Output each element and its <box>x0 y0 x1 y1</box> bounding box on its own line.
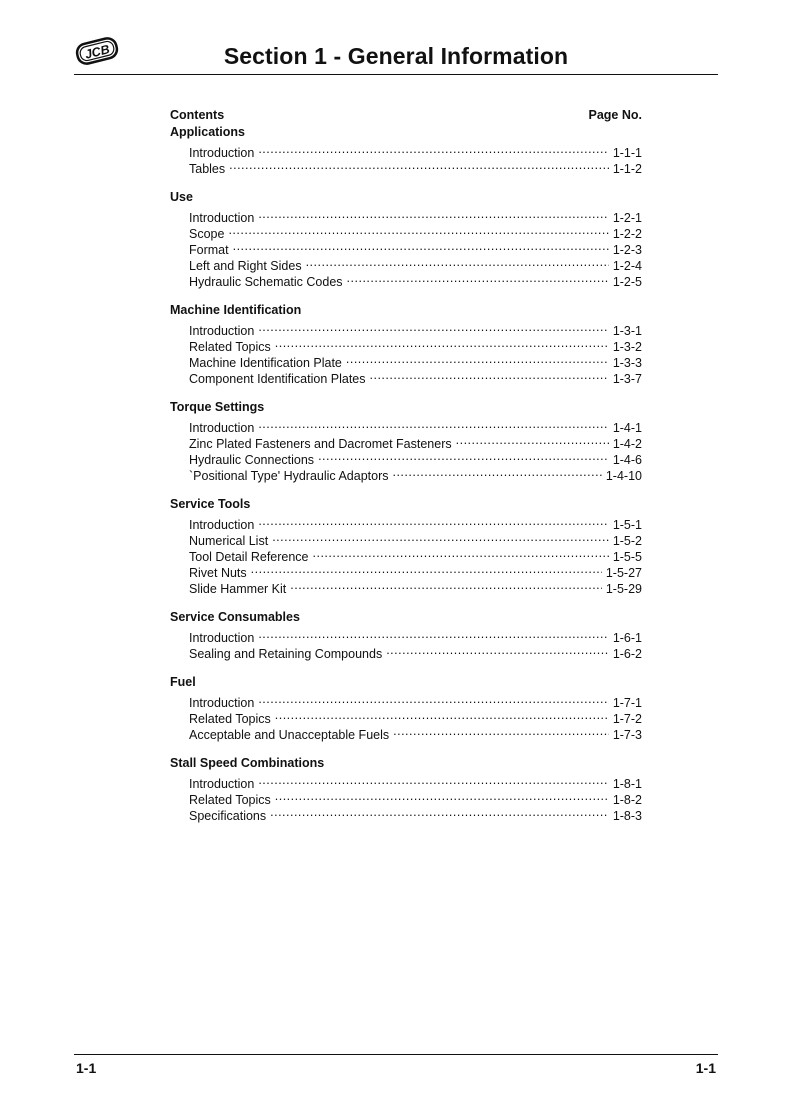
toc-entry[interactable] <box>170 513 642 532</box>
toc-section <box>170 674 642 742</box>
toc-entry-label: Scope <box>189 227 225 241</box>
toc-section <box>170 496 642 596</box>
toc-entry-page: 1-2-3 <box>612 243 642 257</box>
footer-page-right: 1-1 <box>695 1060 716 1076</box>
toc-entry-page: 1-1-1 <box>612 146 642 160</box>
toc-entry[interactable] <box>170 206 642 225</box>
toc-section-title: Service Tools <box>170 497 251 511</box>
toc-entry-label: Introduction <box>189 146 255 160</box>
page-number-label: Page No. <box>588 108 642 122</box>
svg-text:JCB: JCB <box>83 42 112 62</box>
toc-entry-label: Introduction <box>189 777 255 791</box>
toc-section <box>170 609 642 661</box>
toc-entry[interactable] <box>170 157 642 176</box>
dot-leader <box>318 448 609 464</box>
header-rule <box>74 74 718 75</box>
toc-entry[interactable] <box>170 141 642 160</box>
toc-entry-label: Introduction <box>189 324 255 338</box>
toc-entry-page: 1-8-1 <box>612 777 642 791</box>
toc-entry[interactable] <box>170 238 642 257</box>
dot-leader <box>258 691 608 707</box>
toc-entry-label: Specifications <box>189 809 267 823</box>
toc-entry[interactable] <box>170 772 642 791</box>
toc-entry-label: Left and Right Sides <box>189 259 302 273</box>
toc-entry-page: 1-5-29 <box>605 582 642 596</box>
toc-entry-label: Introduction <box>189 211 255 225</box>
toc-section-title: Use <box>170 190 193 204</box>
toc-section-title: Applications <box>170 125 246 139</box>
toc-header <box>170 107 642 124</box>
footer-rule <box>74 1054 718 1055</box>
dot-leader <box>370 367 609 383</box>
toc-entry[interactable] <box>170 319 642 338</box>
toc-entry-page: 1-8-2 <box>612 793 642 807</box>
toc-entry-label: Format <box>189 243 229 257</box>
toc-entry-page: 1-4-6 <box>612 453 642 467</box>
toc-entry-label: Tables <box>189 162 226 176</box>
page-title: Section 1 - General Information <box>223 43 569 69</box>
toc-sections <box>170 124 642 823</box>
dot-leader <box>258 319 608 335</box>
toc-entry-label: Sealing and Retaining Compounds <box>189 647 383 661</box>
toc-entry-page: 1-4-1 <box>612 421 642 435</box>
toc-section <box>170 755 642 823</box>
toc-entry[interactable] <box>170 691 642 710</box>
toc-entry-page: 1-4-10 <box>605 469 642 483</box>
toc-entry-label: Numerical List <box>189 534 269 548</box>
table-of-contents <box>170 107 642 836</box>
toc-entry-label: Introduction <box>189 518 255 532</box>
toc-entry[interactable] <box>170 626 642 645</box>
toc-section <box>170 399 642 483</box>
toc-entry-label: Introduction <box>189 696 255 710</box>
dot-leader <box>228 222 608 238</box>
dot-leader <box>275 335 609 351</box>
toc-entry-label: Machine Identification Plate <box>189 356 342 370</box>
dot-leader <box>270 804 609 820</box>
toc-entry-page: 1-8-3 <box>612 809 642 823</box>
dot-leader <box>313 545 609 561</box>
toc-entry-label: Rivet Nuts <box>189 566 247 580</box>
toc-entry-page: 1-6-2 <box>612 647 642 661</box>
dot-leader <box>386 642 609 658</box>
dot-leader <box>346 351 609 367</box>
dot-leader <box>275 707 609 723</box>
toc-section-title: Torque Settings <box>170 400 265 414</box>
dot-leader <box>347 270 609 286</box>
dot-leader <box>258 206 608 222</box>
toc-entry-page: 1-2-5 <box>612 275 642 289</box>
toc-section <box>170 124 642 176</box>
toc-entry-label: Hydraulic Connections <box>189 453 315 467</box>
dot-leader <box>229 157 609 173</box>
toc-entry-label: Slide Hammer Kit <box>189 582 287 596</box>
toc-section-title: Fuel <box>170 675 196 689</box>
dot-leader <box>275 788 609 804</box>
toc-entry-label: Acceptable and Unacceptable Fuels <box>189 728 390 742</box>
toc-entry-label: Introduction <box>189 421 255 435</box>
dot-leader <box>290 577 602 593</box>
toc-entry-label: Related Topics <box>189 712 271 726</box>
toc-entry-label: Tool Detail Reference <box>189 550 309 564</box>
toc-entry-page: 1-3-1 <box>612 324 642 338</box>
toc-entry-page: 1-3-3 <box>612 356 642 370</box>
dot-leader <box>456 432 609 448</box>
dot-leader <box>233 238 609 254</box>
dot-leader <box>251 561 602 577</box>
toc-entry-label: `Positional Type' Hydraulic Adaptors <box>189 469 389 483</box>
toc-entry-label: Component Identification Plates <box>189 372 366 386</box>
toc-entry[interactable] <box>170 222 642 241</box>
toc-entry-label: Hydraulic Schematic Codes <box>189 275 343 289</box>
toc-section-title: Machine Identification <box>170 303 302 317</box>
toc-entry-page: 1-7-1 <box>612 696 642 710</box>
dot-leader <box>258 513 608 529</box>
toc-entry-page: 1-4-2 <box>612 437 642 451</box>
dot-leader <box>393 723 609 739</box>
toc-entry-page: 1-2-4 <box>612 259 642 273</box>
dot-leader <box>258 626 608 642</box>
toc-entry[interactable] <box>170 254 642 273</box>
toc-section <box>170 189 642 289</box>
contents-label: Contents <box>170 108 225 122</box>
footer-page-left: 1-1 <box>76 1060 97 1076</box>
dot-leader <box>272 529 609 545</box>
jcb-logo <box>74 34 120 68</box>
toc-section-title: Stall Speed Combinations <box>170 756 325 770</box>
toc-entry-page: 1-3-7 <box>612 372 642 386</box>
toc-entry-page: 1-6-1 <box>612 631 642 645</box>
toc-entry-page: 1-5-27 <box>605 566 642 580</box>
dot-leader <box>258 141 608 157</box>
toc-entry-page: 1-3-2 <box>612 340 642 354</box>
toc-entry-page: 1-2-2 <box>612 227 642 241</box>
toc-section-title: Service Consumables <box>170 610 300 624</box>
toc-entry-page: 1-2-1 <box>612 211 642 225</box>
toc-entry-label: Zinc Plated Fasteners and Dacromet Fasteners <box>189 437 452 451</box>
toc-entry-page: 1-5-2 <box>612 534 642 548</box>
toc-entry-page: 1-5-1 <box>612 518 642 532</box>
toc-entry-page: 1-7-3 <box>612 728 642 742</box>
toc-section <box>170 302 642 386</box>
dot-leader <box>306 254 609 270</box>
dot-leader <box>258 772 608 788</box>
dot-leader <box>258 416 608 432</box>
jcb-logo-icon <box>74 34 120 68</box>
toc-entry-label: Related Topics <box>189 340 271 354</box>
toc-entry-page: 1-7-2 <box>612 712 642 726</box>
toc-entry-label: Related Topics <box>189 793 271 807</box>
toc-entry-label: Introduction <box>189 631 255 645</box>
dot-leader <box>392 464 601 480</box>
toc-entry-page: 1-1-2 <box>612 162 642 176</box>
toc-entry[interactable] <box>170 416 642 435</box>
toc-entry-page: 1-5-5 <box>612 550 642 564</box>
